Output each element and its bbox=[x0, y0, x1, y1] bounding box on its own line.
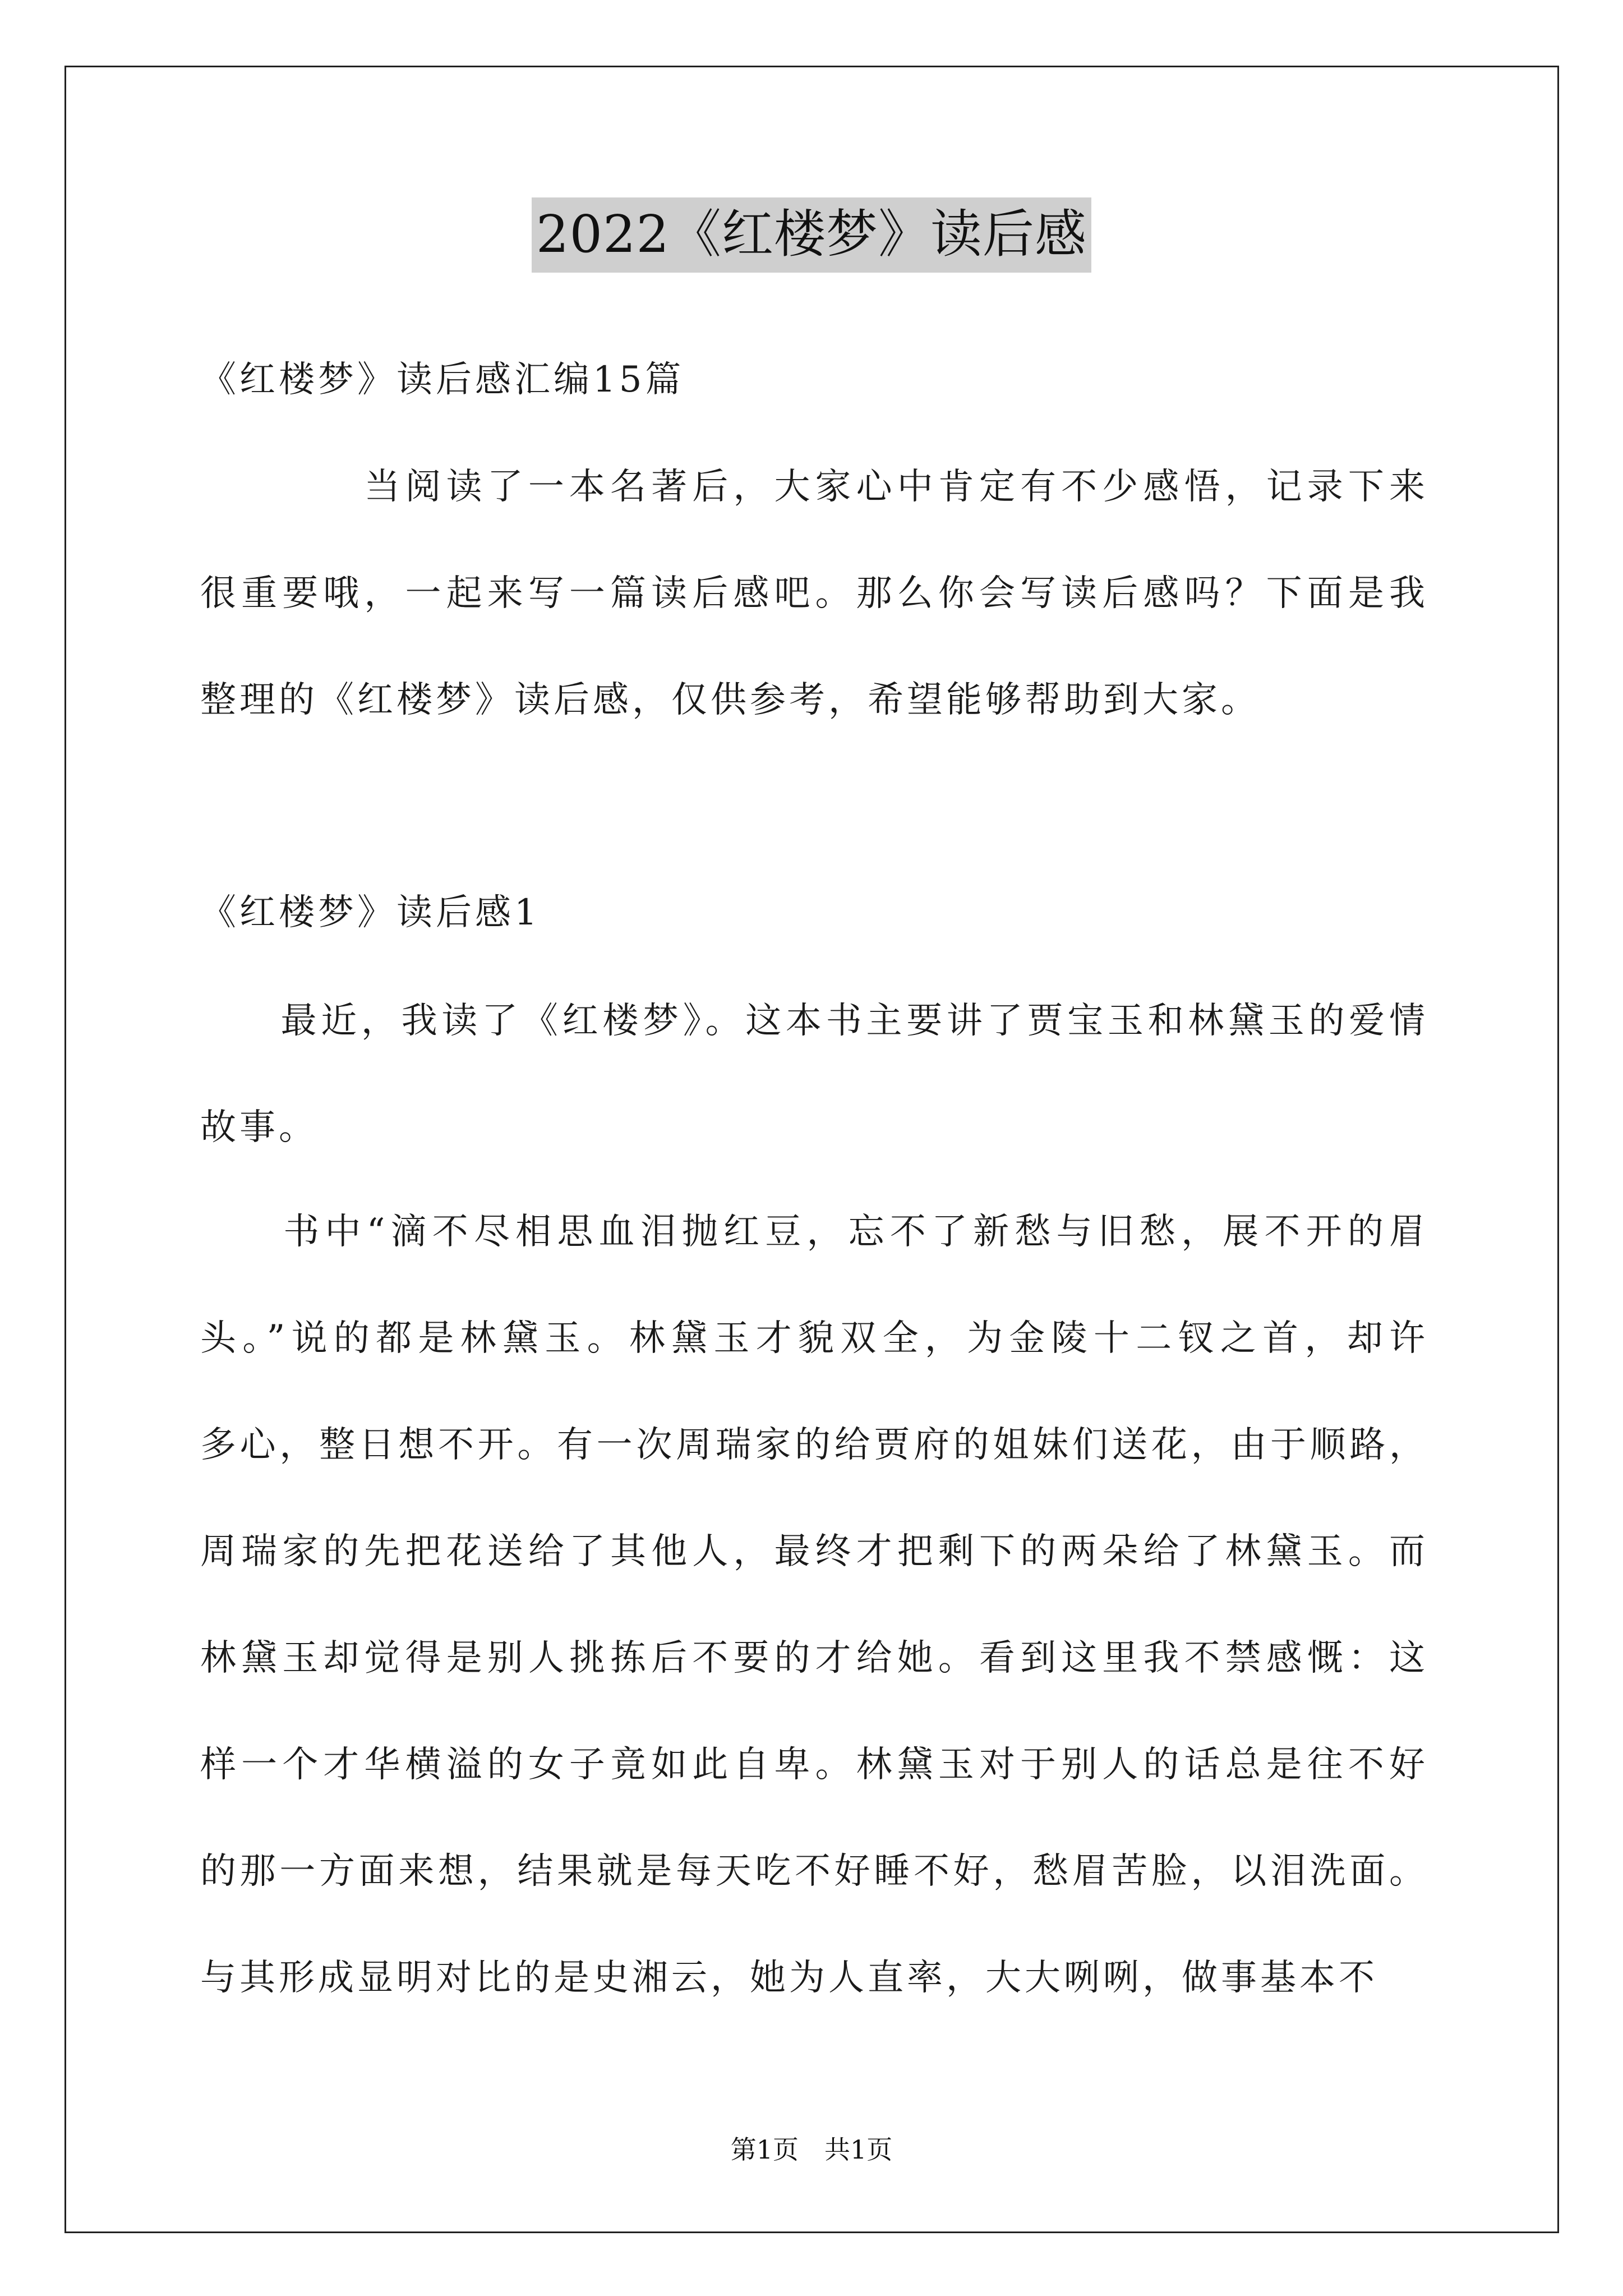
paragraph-line: 样一个才华横溢的女子竟如此自卑。林黛玉对于别人的话总是往不好 bbox=[200, 1744, 1428, 1786]
section-heading: 《红楼梦》读后感1 bbox=[200, 892, 541, 933]
paragraph-line: 头。”说的都是林黛玉。林黛玉才貌双全，为金陵十二钗之首，却许 bbox=[200, 1318, 1428, 1359]
paragraph-line: 的那一方面来想，结果就是每天吃不好睡不好，愁眉苦脸，以泪洗面。 bbox=[200, 1851, 1428, 1892]
paragraph-line: 故事。 bbox=[200, 1107, 318, 1148]
page-footer: 第1页 共1页 bbox=[730, 2134, 893, 2165]
paragraph-line: 林黛玉却觉得是别人挑拣后不要的才给她。看到这里我不禁感慨：这 bbox=[200, 1637, 1428, 1679]
intro-paragraph bbox=[200, 434, 1428, 753]
intro-line: 很重要哦，一起来写一篇读后感吧。那么你会写读后感吗？下面是我 bbox=[200, 573, 1428, 614]
intro-line: 当阅读了一本名著后，大家心中肯定有不少感悟，记录下来 bbox=[200, 466, 1428, 508]
paragraph-line: 周瑞家的先把花送给了其他人，最终才把剩下的两朵给了林黛玉。而 bbox=[200, 1531, 1428, 1572]
intro-line: 整理的《红楼梦》读后感，仅供参考，希望能够帮助到大家。 bbox=[200, 679, 1260, 721]
paragraph-line: 最近，我读了《红楼梦》。这本书主要讲了贾宝玉和林黛玉的爱情 bbox=[200, 1000, 1428, 1042]
paragraph-2 bbox=[200, 1179, 1428, 2031]
document-subtitle: 《红楼梦》读后感汇编15篇 bbox=[200, 359, 685, 401]
document-title: 2022《红楼梦》读后感 bbox=[532, 197, 1091, 273]
paragraph-line: 多心，整日想不开。有一次周瑞家的给贾府的姐妹们送花，由于顺路， bbox=[200, 1424, 1428, 1466]
paragraph-1 bbox=[200, 968, 1428, 1181]
paragraph-line: 书中“滴不尽相思血泪抛红豆，忘不了新愁与旧愁，展不开的眉 bbox=[200, 1211, 1428, 1253]
title-container bbox=[0, 197, 1623, 273]
paragraph-line: 与其形成显明对比的是史湘云，她为人直率，大大咧咧，做事基本不 bbox=[200, 1957, 1378, 1999]
